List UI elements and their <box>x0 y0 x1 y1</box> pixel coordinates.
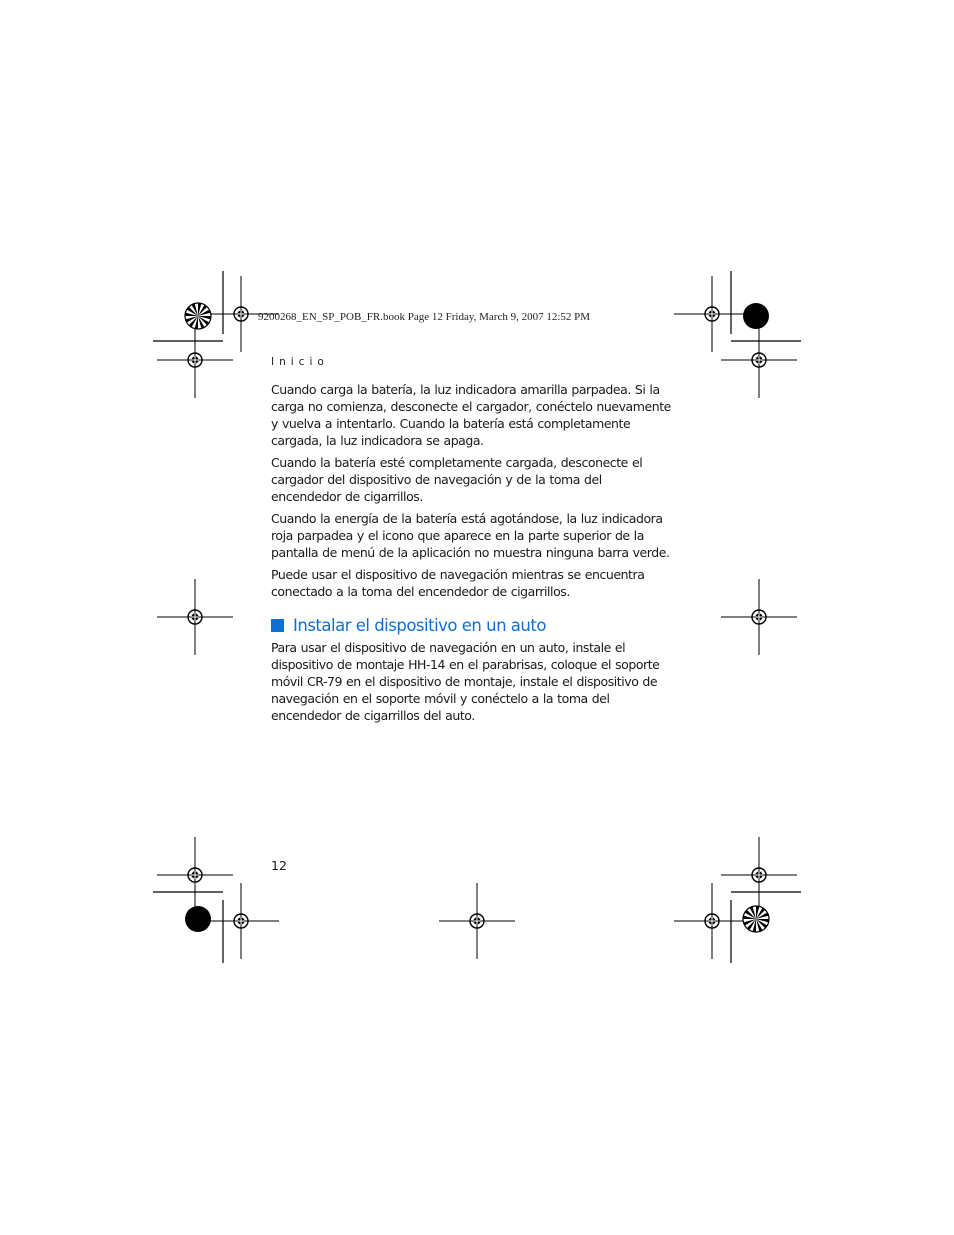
paragraph: Cuando carga la batería, la luz indicadora amarilla parpadea. Si la carga no comienza, desconecte el cargador, conéctelo nuevamente y vuelva a intentarlo. Cuando la batería está completamente cargada, la luz indicadora se apaga. <box>271 382 671 448</box>
page-body <box>271 381 671 729</box>
page-number: 12 <box>271 858 287 873</box>
paragraph: Cuando la energía de la batería está agotándose, la luz indicadora roja parpadea y el icono que aparece en la parte superior de la pantalla de menú de la aplicación no muestra ninguna barra verde. <box>271 511 670 560</box>
heading-square-icon <box>271 619 284 632</box>
print-slug: 9200268_EN_SP_POB_FR.book Page 12 Friday, March 9, 2007 12:52 PM <box>258 311 591 323</box>
section-heading <box>271 616 671 635</box>
paragraph: Para usar el dispositivo de navegación en un auto, instale el dispositivo de montaje HH-14 en el parabrisas, coloque el soporte móvil CR-79 en el dispositivo de montaje, instale el dispositivo de navegación en el soporte móvil y conéctelo a la toma del encendedor de cigarrillos del auto. <box>271 640 660 723</box>
paragraph: Cuando la batería esté completamente cargada, desconecte el cargador del dispositivo de navegación y de la toma del encendedor de cigarrillos. <box>271 455 643 504</box>
paragraph: Puede usar el dispositivo de navegación mientras se encuentra conectado a la toma del encendedor de cigarrillos. <box>271 567 645 599</box>
section-label: Inicio <box>271 356 329 368</box>
heading-text: Instalar el dispositivo en un auto <box>293 616 546 635</box>
